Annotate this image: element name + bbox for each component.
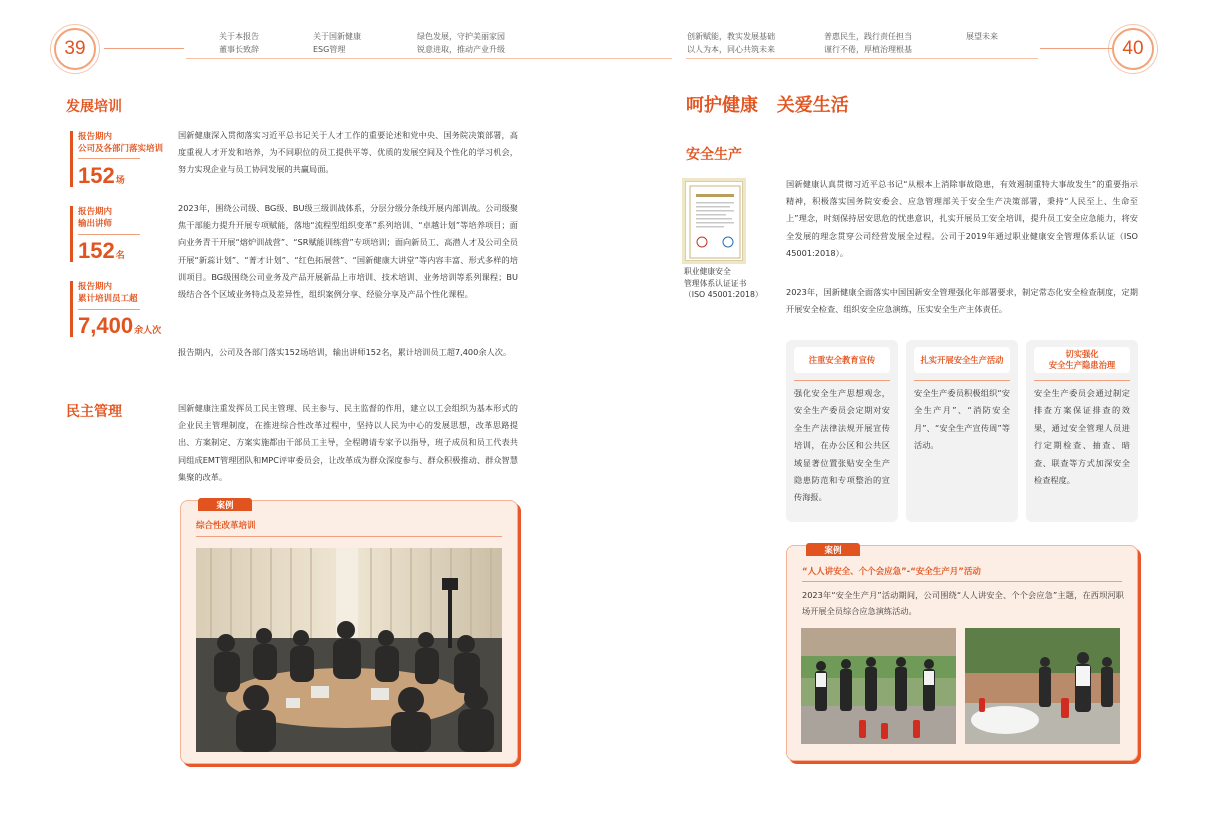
certificate-image xyxy=(685,181,743,261)
stat-bar xyxy=(70,281,73,337)
stat-label: 报告期内 累计培训员工超 xyxy=(78,282,138,304)
stat-bar xyxy=(70,131,73,187)
certificate-illustration xyxy=(686,182,744,262)
stat-rule xyxy=(78,234,140,235)
page-number-right: 40 xyxy=(1112,28,1154,70)
case-rule xyxy=(196,536,502,537)
stat-value: 7,400余人次 xyxy=(78,313,162,338)
certificate-caption: 职业健康安全 管理体系认证证书 （ISO 45001:2018） xyxy=(684,267,763,299)
drill-photo-1 xyxy=(801,628,956,744)
nav-group-6[interactable]: 展望未来 xyxy=(966,32,998,41)
card-title: 注重安全教育宣传 xyxy=(794,347,890,373)
card-body: 强化安全生产思想观念，安全生产委员会定期对安全生产法律法规开展宣传培训，在办公区和公共区域显著位置张贴安全生产隐患防范和专项整治的宣传海报。 xyxy=(794,388,890,503)
nav-group-4[interactable]: 创新赋能，教实发展基础 以人为本，同心共筑未来 xyxy=(687,32,775,54)
case-body: 2023年“安全生产月”活动期间，公司围绕“人人讲安全、个个会应急”主题，在西坝河职场开展全员综合应急演练活动。 xyxy=(802,590,1124,616)
card-rule xyxy=(914,380,1010,381)
case-tag: 案例 xyxy=(198,498,252,511)
safety-card-activities xyxy=(906,340,1018,522)
case-title: 综合性改革培训 xyxy=(196,521,256,531)
card-title: 切实强化 安全生产隐患治理 xyxy=(1034,347,1130,373)
case-title: “人人讲安全、个个会应急”-“安全生产月”活动 xyxy=(802,567,981,577)
stat-rule xyxy=(78,158,140,159)
stat-bar xyxy=(70,206,73,262)
drill-photo-1-illustration xyxy=(801,628,956,744)
header-rule-left xyxy=(104,48,184,49)
meeting-photo xyxy=(196,548,502,752)
case-rule xyxy=(802,581,1122,582)
nav-group-5[interactable]: 普惠民生，践行责任担当 谨行不倦，厚植治理根基 xyxy=(824,32,912,54)
header-rule-right xyxy=(1040,48,1112,49)
safety-title: 安全生产 xyxy=(686,147,742,163)
case-tag: 案例 xyxy=(806,543,860,556)
card-body: 安全生产委员会通过制定排查方案保证排查的效果，通过安全管理人员进行定期检查、抽查、暗查、联查等方式加深安全检查程度。 xyxy=(1034,388,1130,486)
development-paragraph-1: 国新健康深入贯彻落实习近平总书记关于人才工作的重要论述和党中央、国务院决策部署，高度重视人才开发和培养，为不同职位的员工提供平等、优质的发展空间及个性化的学习机会，努力实现企业与员工协同发展的共赢局面。 xyxy=(178,130,518,175)
safety-card-education xyxy=(786,340,898,522)
stat-label: 报告期内 公司及各部门落实培训 xyxy=(78,132,164,154)
safety-card-hazard xyxy=(1026,340,1138,522)
democracy-title: 民主管理 xyxy=(66,404,122,420)
card-body: 安全生产委员积极组织“安全生产月”、“消防安全月”、“安全生产宣传周”等活动。 xyxy=(914,388,1010,451)
development-paragraph-3: 报告期内，公司及各部门落实152场培训，输出讲师152名，累计培训员工超7,400余人次。 xyxy=(178,347,512,357)
development-paragraph-2: 2023年，围绕公司级、BG级、BU级三级训战体系，分层分级分条线开展内部训战。公司级聚焦干部能力提升开展专项赋能，落地“流程型组织变革”系列培训、“卓越计划”等培养项目；面向业务青干开展“熔炉训战营”、“SR赋能训练营”专项培训；面向新员工、高潜人才及公司全员开展“新蕊计划”、“菁才计划”、“红色拓展营”、“国新健康大讲堂”等内容丰富、形式多样的培训项目。BG级围绕公司业务及产品开展新品上市培训、技术培训、业务培训等系列课程；BU级结合各个区域业务特点及差异性，组织案例分享、经验分享及产品个性化课程。 xyxy=(178,203,518,300)
nav-group-1[interactable]: 关于本报告 董事长致辞 xyxy=(219,32,259,54)
drill-photo-2-illustration xyxy=(965,628,1120,744)
safety-paragraph-2: 2023年，国新健康全面落实中国国新安全管理强化年部署要求，制定常态化安全检查制度，定期开展安全检查、组织安全应急演练，压实安全生产主体责任。 xyxy=(786,287,1138,315)
meeting-photo-illustration xyxy=(196,548,502,752)
header-rule-left-long xyxy=(186,58,672,59)
stat-rule xyxy=(78,309,140,310)
democracy-paragraph: 国新健康注重发挥员工民主管理、民主参与、民主监督的作用，建立以工会组织为基本形式的企业民主管理制度，在推进综合性改革过程中，坚持以人民为中心的发展思想，改革思路提出、方案制定、方案实施都由干部员工主导，全程聘请专家予以指导，班子成员和员工代表共同组成EMT管理团队和MPC评审委员会，让改革成为群众深度参与、群众积极推动、群众智慧集聚的改革。 xyxy=(178,403,518,482)
development-title: 发展培训 xyxy=(66,99,122,115)
stat-label: 报告期内 输出讲师 xyxy=(78,207,113,229)
nav-group-2[interactable]: 关于国新健康 ESG管理 xyxy=(313,32,361,54)
nav-group-3[interactable]: 绿色发展，守护美丽家园 锐意进取，推动产业升级 xyxy=(417,32,505,54)
stat-value: 152名 xyxy=(78,238,125,263)
stat-value: 152场 xyxy=(78,163,125,188)
header-rule-right-long xyxy=(686,58,1038,59)
card-rule xyxy=(794,380,890,381)
safety-paragraph-1: 国新健康认真贯彻习近平总书记“从根本上消除事故隐患，有效遏制重特大事故发生”的重要指示精神，积极落实国务院安委会、应急管理部关于安全生产决策部署，秉持“人民至上、生命至上”理念，时刻保持居安思危的忧患意识，扎实开展员工安全培训，提升员工安全应急能力，将安全发展的理念贯穿公司经营发展全过程。公司于2019年通过职业健康安全管理体系认证（ISO 45001:2018）。 xyxy=(786,179,1138,258)
drill-photo-2 xyxy=(965,628,1120,744)
page-main-title: 呵护健康 关爱生活 xyxy=(686,95,849,116)
card-title: 扎实开展安全生产活动 xyxy=(914,347,1010,373)
card-rule xyxy=(1034,380,1130,381)
page-number-left: 39 xyxy=(54,28,96,70)
